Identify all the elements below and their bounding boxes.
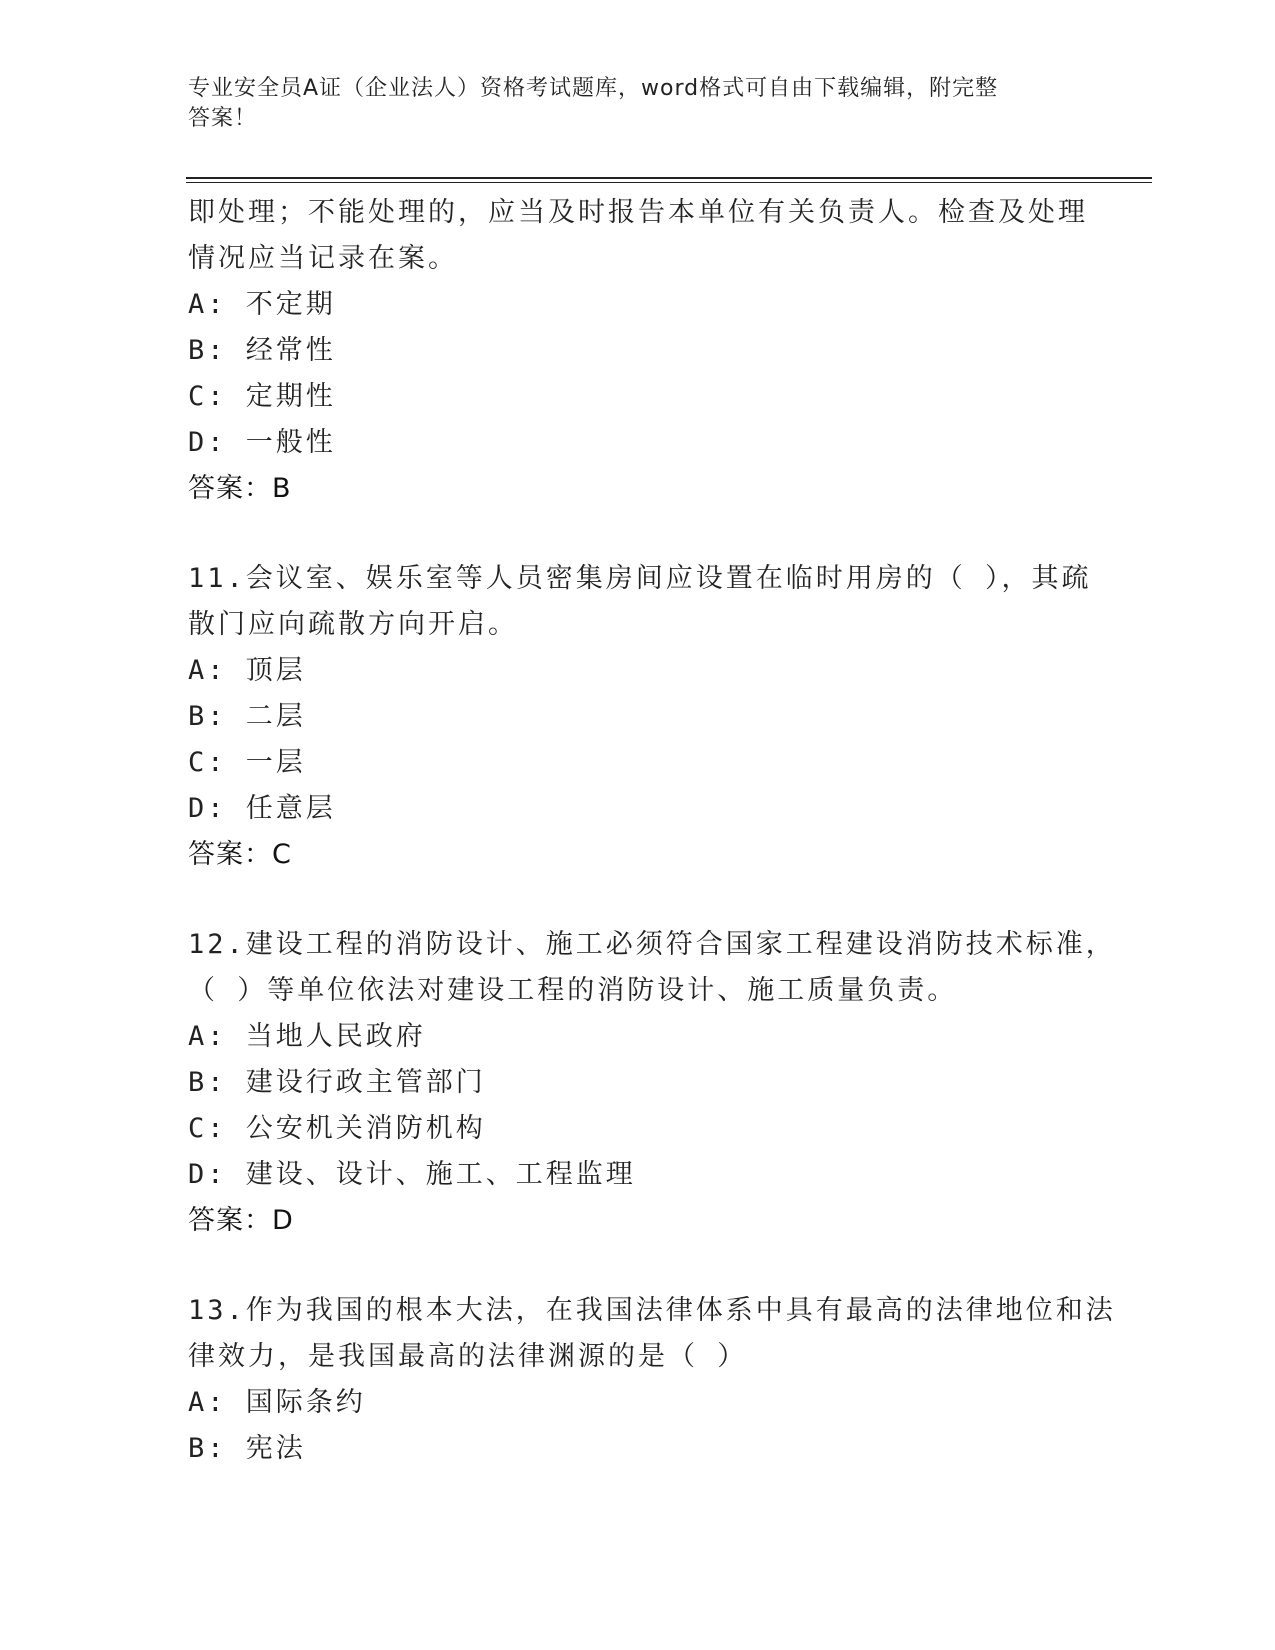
question-13 xyxy=(188,1288,1116,1472)
option-a: A: 不定期 xyxy=(188,289,336,320)
header-title-line-2: 答案！ xyxy=(188,106,258,131)
option-b: B: 宪法 xyxy=(188,1433,306,1464)
question-list xyxy=(188,190,1116,1472)
answer-line: 答案：D xyxy=(188,1205,294,1236)
option-d: D: 任意层 xyxy=(188,793,336,824)
question-stem-line: 12.建设工程的消防设计、施工必须符合国家工程建设消防技术标准， xyxy=(188,929,1116,960)
option-a: A: 当地人民政府 xyxy=(188,1021,426,1052)
question-stem-line: 11.会议室、娱乐室等人员密集房间应设置在临时用房的（ ），其疏 xyxy=(188,563,1092,594)
question-stem-line: 情况应当记录在案。 xyxy=(188,243,458,274)
question-11 xyxy=(188,556,1092,878)
option-c: C: 一层 xyxy=(188,747,306,778)
question-stem-line: 律效力，是我国最高的法律渊源的是（ ） xyxy=(188,1341,748,1372)
answer-line: 答案：C xyxy=(188,839,292,870)
question-stem-line: 13.作为我国的根本大法，在我国法律体系中具有最高的法律地位和法 xyxy=(188,1295,1116,1326)
header-rule-thick xyxy=(186,177,1152,179)
option-d: D: 建设、设计、施工、工程监理 xyxy=(188,1159,636,1190)
option-a: A: 顶层 xyxy=(188,655,306,686)
question-stem-line: 即处理；不能处理的，应当及时报告本单位有关负责人。检查及处理 xyxy=(188,197,1088,228)
page-header xyxy=(188,74,1068,134)
option-c: C: 公安机关消防机构 xyxy=(188,1113,486,1144)
option-c: C: 定期性 xyxy=(188,381,336,412)
option-b: B: 经常性 xyxy=(188,335,336,366)
header-title-line-1: 专业安全员A证（企业法人）资格考试题库，word格式可自由下载编辑，附完整 xyxy=(188,76,999,101)
question-stem-line: 散门应向疏散方向开启。 xyxy=(188,609,518,640)
option-b: B: 二层 xyxy=(188,701,306,732)
answer-line: 答案：B xyxy=(188,473,292,504)
option-b: B: 建设行政主管部门 xyxy=(188,1067,486,1098)
question-stem-line: （ ）等单位依法对建设工程的消防设计、施工质量负责。 xyxy=(188,975,958,1006)
question-10 xyxy=(188,190,1088,512)
header-rule-thin xyxy=(186,182,1152,183)
option-a: A: 国际条约 xyxy=(188,1387,366,1418)
option-d: D: 一般性 xyxy=(188,427,336,458)
question-12 xyxy=(188,922,1116,1244)
